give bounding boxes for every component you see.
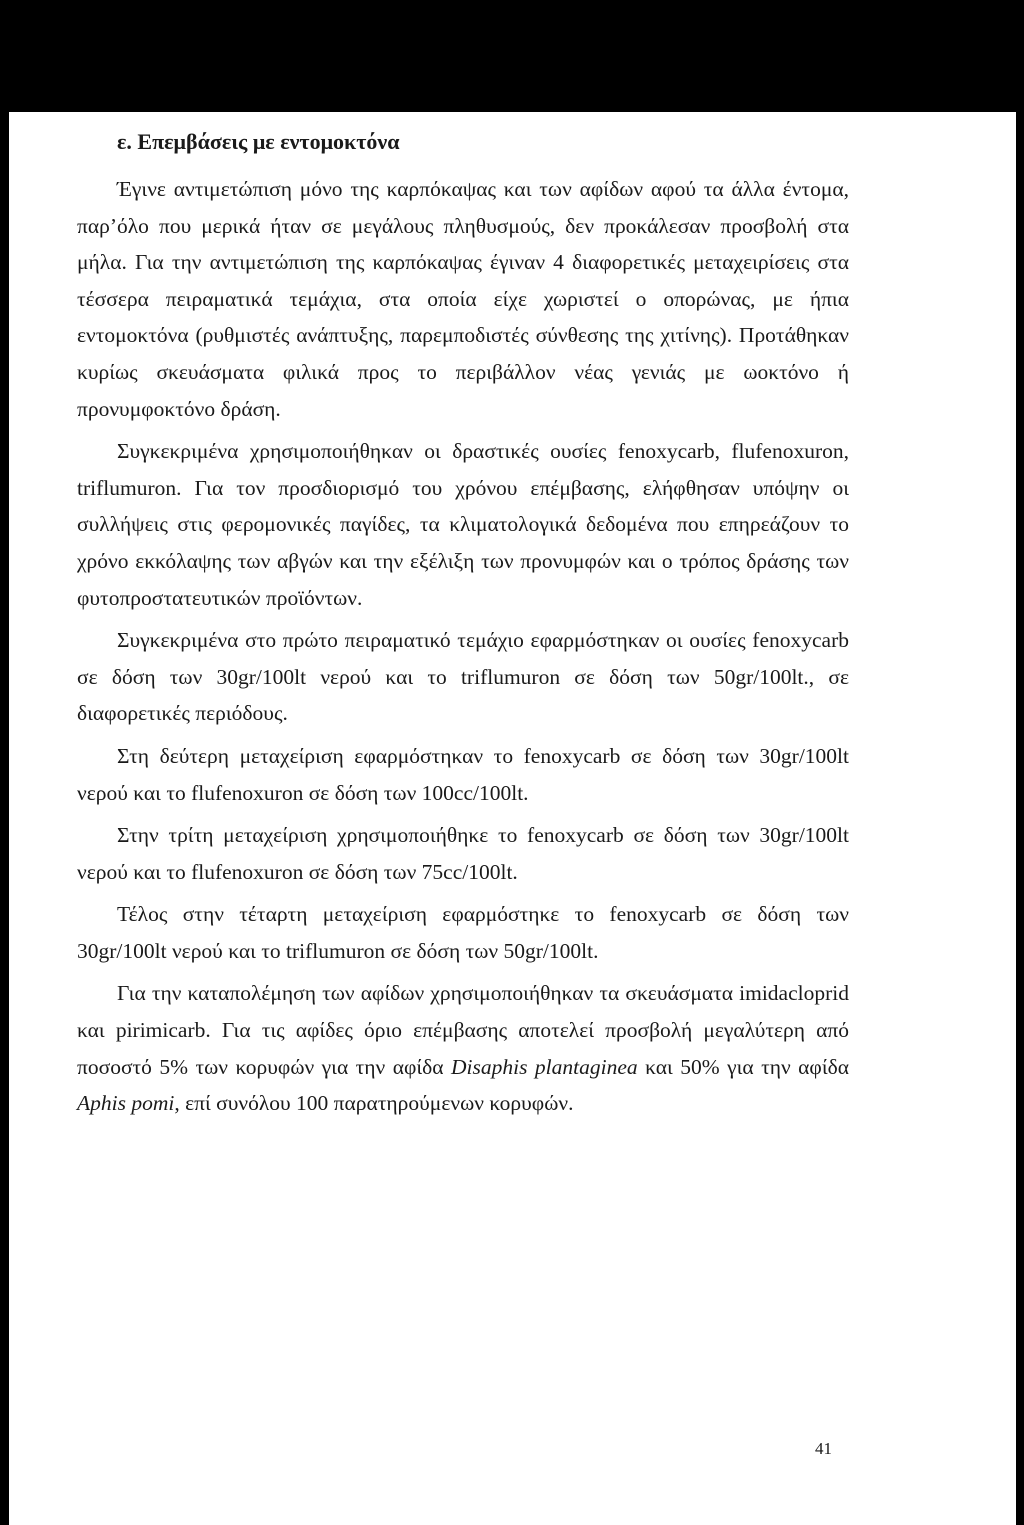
section-heading: ε. Επεμβάσεις με εντομοκτόνα <box>117 129 400 154</box>
aphid-text-part-2: και 50% για την αφίδα <box>637 1054 849 1079</box>
aphid-text-part-1: Για την καταπολέμηση των αφίδων χρησιμοποιήθηκαν τα σκευάσματα imidacloprid και pirimicarb. Για τις αφίδες όριο επέμβασης αποτελεί προσβολή μεγαλύτερη από ποσοστό 5% των κορυφών για την αφίδα <box>77 981 849 1079</box>
aphid-text-part-3: , επί συνόλου 100 παρατηρούμενων κορυφών. <box>174 1091 574 1116</box>
page-number: 41 <box>815 1439 832 1458</box>
paragraph-pest-treatment-overview: Έγινε αντιμετώπιση μόνο της καρπόκαψας και των αφίδων αφού τα άλλα έντομα, παρ’όλο που μερικά ήταν σε μεγάλους πληθυσμούς, δεν προκάλεσαν προσβολή στα μήλα. Για την αντιμετώπιση της καρπόκαψας έγιναν 4 διαφορετικές μεταχειρίσεις στα τέσσερα πειραματικά τεμάχια, στα οποία είχε χωριστεί ο οπορώνας, με ήπια εντομοκτόνα (ρυθμιστές ανάπτυξης, παρεμποδιστές σύνθεσης της χιτίνης). Προτάθηκαν κυρίως σκευάσματα φιλικά προς το περιβάλλον νέας γενιάς με ωοκτόνο ή προνυμφοκτόνο δράση. <box>77 177 849 421</box>
document-page <box>9 112 1016 1525</box>
paragraph-second-treatment: Στη δεύτερη μεταχείριση εφαρμόστηκαν το fenoxycarb σε δόση των 30gr/100lt νερού και το flufenoxuron σε δόση των 100cc/100lt. <box>77 743 849 805</box>
paragraph-aphid-control <box>77 975 849 1121</box>
paragraph-third-treatment: Στην τρίτη μεταχείριση χρησιμοποιήθηκε το fenoxycarb σε δόση των 30gr/100lt νερού και το flufenoxuron σε δόση των 75cc/100lt. <box>77 823 849 884</box>
species-aphis-pomi: Aphis pomi <box>77 1091 175 1116</box>
paragraph-first-treatment: Συγκεκριμένα στο πρώτο πειραματικό τεμάχιο εφαρμόστηκαν οι ουσίες fenoxycarb σε δόση των 30gr/100lt νερού και το triflumuron σε δόση των 50gr/100lt., σε διαφορετικές περιόδους. <box>77 628 849 726</box>
species-disaphis-plantaginea: Disaphis plantaginea <box>451 1054 638 1079</box>
paragraph-fourth-treatment: Τέλος στην τέταρτη μεταχείριση εφαρμόστηκε το fenoxycarb σε δόση των 30gr/100lt νερού και το triflumuron σε δόση των 50gr/100lt. <box>77 902 849 963</box>
paragraph-active-substances: Συγκεκριμένα χρησιμοποιήθηκαν οι δραστικές ουσίες fenoxycarb, flufenoxuron, triflumuron. Για τον προσδιορισμό του χρόνου επέμβασης, ελήφθησαν υπόψην οι συλλήψεις στις φερομονικές παγίδες, τα κλιματολογικά δεδομένα που επηρεάζουν το χρόνο εκκόλαψης των αβγών και την εξέλιξη των προνυμφών και ο τρόπος δράσης των φυτοπροστατευτικών προϊόντων. <box>77 439 849 610</box>
page-content <box>77 131 849 1122</box>
